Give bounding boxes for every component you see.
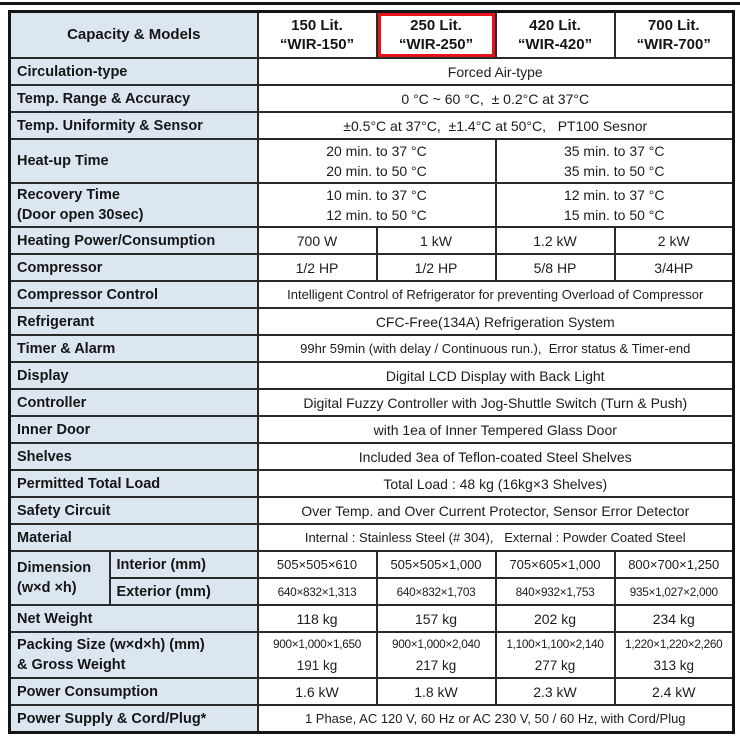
value-line: Internal : Stainless Steel (# 304), External : Powder Coated Steel: [304, 529, 686, 545]
row-label: [10, 443, 258, 470]
spec-value-cell: [496, 183, 734, 227]
table-row: [10, 443, 734, 470]
row-label-line: Recovery Time: [17, 187, 120, 203]
spec-value-cell: [496, 254, 615, 281]
row-label: [10, 416, 258, 443]
header-row: [10, 12, 734, 59]
row-label-line: (Door open 30sec): [17, 207, 144, 223]
spec-value-cell: [258, 308, 734, 335]
spec-value-cell: [615, 678, 734, 705]
spec-value-cell: [496, 678, 615, 705]
model-name: “WIR-420”: [517, 36, 593, 53]
row-label: [10, 335, 258, 362]
sub-label-line: Exterior (mm): [116, 583, 211, 600]
value-line: 20 min. to 37 °C: [326, 143, 427, 159]
spec-value-cell: [258, 524, 734, 551]
value-line: ±0.5°C at 37°C, ±1.4°C at 50°C, PT100 Sesnor: [343, 117, 648, 134]
table-row: [10, 632, 734, 678]
table-row: [10, 362, 734, 389]
row-label-line: Power Supply & Cord/Plug*: [17, 710, 207, 727]
spec-value-cell: [615, 632, 734, 678]
row-label-line: Packing Size (w×d×h) (mm): [17, 637, 205, 653]
table-row: [10, 389, 734, 416]
value-line: 705×605×1,000: [509, 556, 601, 572]
model-name: “WIR-700”: [636, 36, 711, 53]
row-label-line: Power Consumption: [17, 683, 158, 700]
value-line: 2 kW: [657, 232, 690, 249]
row-label-line: & Gross Weight: [17, 657, 126, 673]
spec-value-cell: [258, 416, 734, 443]
value-line: 20 min. to 50 °C: [326, 163, 427, 179]
row-label-line: Compressor: [17, 259, 103, 276]
row-label: [10, 183, 258, 227]
row-label-line: Net Weight: [17, 610, 93, 627]
row-label: [10, 524, 258, 551]
spec-value-cell: [258, 281, 734, 308]
row-label: [10, 497, 258, 524]
value-line: 5/8 HP: [533, 259, 577, 276]
spec-value-cell: [496, 632, 615, 678]
spec-value-cell: [496, 605, 615, 632]
value-line: Digital LCD Display with Back Light: [385, 367, 605, 384]
row-label-line: Temp. Uniformity & Sensor: [17, 117, 203, 134]
spec-value-cell: [377, 632, 496, 678]
value-line: 505×505×1,000: [390, 556, 482, 572]
spec-value-cell: [258, 470, 734, 497]
spec-sheet-page: [0, 2, 740, 748]
spec-value-cell: [615, 227, 734, 254]
table-row: [10, 416, 734, 443]
value-line: Digital Fuzzy Controller with Jog-Shuttle Switch (Turn & Push): [303, 394, 688, 411]
row-label: [10, 389, 258, 416]
model-column-header: [615, 12, 734, 59]
capacity-models-header: [10, 12, 258, 59]
spec-value-cell: [258, 335, 734, 362]
value-line: 12 min. to 37 °C: [563, 187, 665, 203]
value-line: 1,100×1,100×2,140: [506, 637, 604, 651]
row-label: [10, 362, 258, 389]
model-capacity: 700 Lit.: [647, 17, 700, 34]
spec-value-cell: [377, 578, 496, 605]
spec-value-cell: [377, 605, 496, 632]
sub-label-line: Interior (mm): [116, 556, 206, 573]
value-line: Intelligent Control of Refrigerator for preventing Overload of Compressor: [287, 286, 704, 302]
table-row: [10, 139, 734, 183]
row-label: [10, 254, 258, 281]
value-line: with 1ea of Inner Tempered Glass Door: [373, 421, 617, 438]
model-capacity: 420 Lit.: [529, 17, 581, 34]
spec-value-cell: [615, 578, 734, 605]
row-label: [10, 470, 258, 497]
value-line: 15 min. to 50 °C: [563, 207, 665, 223]
value-line: 99hr 59min (with delay / Continuous run.), Error status & Timer-end: [300, 340, 691, 356]
spec-value-cell: [258, 139, 496, 183]
model-capacity: 250 Lit.: [410, 17, 462, 34]
row-label-line: Display: [17, 367, 69, 384]
value-line: Total Load : 48 kg (16kg×3 Shelves): [383, 475, 608, 492]
model-capacity: 150 Lit.: [291, 17, 343, 34]
value-line: 234 kg: [652, 610, 695, 627]
row-label: [10, 551, 110, 605]
table-row: [10, 497, 734, 524]
table-row: [10, 578, 734, 605]
value-line: 840×932×1,753: [515, 584, 595, 599]
value-line: Over Temp. and Over Current Protector, Sensor Error Detector: [301, 502, 690, 519]
spec-value-cell: [258, 362, 734, 389]
row-label-line: Temp. Range & Accuracy: [17, 90, 191, 107]
value-line: 935×1,027×2,000: [629, 584, 718, 599]
table-row: [10, 308, 734, 335]
value-line: 2.4 kW: [651, 683, 696, 700]
row-label-line: Controller: [17, 394, 87, 411]
model-name: “WIR-150”: [279, 36, 355, 53]
table-row: [10, 524, 734, 551]
value-line: 157 kg: [414, 610, 458, 627]
top-divider: [0, 2, 740, 5]
value-line: 10 min. to 37 °C: [326, 187, 427, 203]
spec-value-cell: [258, 227, 377, 254]
value-line: 640×832×1,313: [277, 584, 357, 599]
table-row: [10, 705, 734, 733]
spec-value-cell: [496, 578, 615, 605]
row-label: [10, 678, 258, 705]
spec-value-cell: [258, 705, 734, 733]
value-line: 118 kg: [296, 610, 338, 627]
row-label-line: Permitted Total Load: [17, 475, 161, 492]
row-label-line: Heat-up Time: [17, 153, 109, 169]
sub-row-label: [110, 551, 258, 578]
spec-value-cell: [496, 227, 615, 254]
spec-value-cell: [258, 678, 377, 705]
row-label-line: Timer & Alarm: [17, 340, 116, 357]
spec-value-cell: [258, 389, 734, 416]
row-label-line: Dimension: [17, 560, 92, 576]
spec-value-cell: [377, 678, 496, 705]
table-row: [10, 58, 734, 85]
row-label: [10, 139, 258, 183]
row-label-line: Circulation-type: [17, 63, 128, 80]
specification-table: [8, 10, 735, 734]
value-line: 1 kW: [420, 232, 452, 249]
value-line: 800×700×1,250: [628, 556, 720, 572]
value-line: 0 °C ~ 60 °C, ± 0.2°C at 37°C: [401, 90, 590, 107]
row-label-line: (w×d ×h): [17, 580, 77, 596]
spec-value-cell: [258, 497, 734, 524]
row-label: [10, 705, 258, 733]
table-row: [10, 85, 734, 112]
row-label-line: Shelves: [17, 448, 72, 465]
value-line: 1,220×1,220×2,260: [625, 637, 723, 651]
row-label-line: Refrigerant: [17, 313, 95, 330]
value-line: 191 kg: [296, 658, 338, 673]
table-row: [10, 551, 734, 578]
spec-value-cell: [377, 227, 496, 254]
spec-value-cell: [258, 183, 496, 227]
value-line: 640×832×1,703: [396, 584, 476, 599]
spec-value-cell: [377, 551, 496, 578]
row-label-line: Inner Door: [17, 421, 91, 438]
value-line: Included 3ea of Teflon-coated Steel Shelves: [358, 448, 632, 465]
sub-row-label: [110, 578, 258, 605]
value-line: 12 min. to 50 °C: [326, 207, 427, 223]
spec-value-cell: [615, 254, 734, 281]
value-line: 2.3 kW: [533, 683, 577, 700]
row-label-line: Compressor Control: [17, 286, 158, 303]
value-line: 277 kg: [534, 658, 576, 673]
header-title: Capacity & Models: [67, 26, 201, 43]
row-label-line: Material: [17, 529, 72, 546]
value-line: 1.2 kW: [533, 232, 577, 249]
row-label-line: Heating Power/Consumption: [17, 232, 216, 249]
row-label: [10, 58, 258, 85]
value-line: 900×1,000×2,040: [391, 637, 480, 651]
value-line: 35 min. to 37 °C: [563, 143, 665, 159]
value-line: 3/4HP: [654, 259, 694, 276]
spec-value-cell: [258, 85, 734, 112]
spec-value-cell: [258, 254, 377, 281]
spec-value-cell: [258, 58, 734, 85]
spec-value-cell: [496, 139, 734, 183]
value-line: 217 kg: [415, 658, 457, 673]
row-label: [10, 112, 258, 139]
value-line: 1 Phase, AC 120 V, 60 Hz or AC 230 V, 50 / 60 Hz, with Cord/Plug: [304, 710, 686, 726]
model-column-header: [496, 12, 615, 59]
value-line: 1.8 kW: [414, 683, 458, 700]
row-label-line: Safety Circuit: [17, 502, 111, 519]
spec-value-cell: [258, 443, 734, 470]
value-line: 313 kg: [653, 658, 695, 673]
highlighted-model-column-header: [377, 12, 496, 59]
row-label: [10, 605, 258, 632]
spec-value-cell: [258, 112, 734, 139]
table-row: [10, 678, 734, 705]
spec-value-cell: [496, 551, 615, 578]
spec-value-cell: [377, 254, 496, 281]
row-label: [10, 227, 258, 254]
row-label: [10, 281, 258, 308]
value-line: Forced Air-type: [447, 63, 543, 80]
spec-value-cell: [258, 605, 377, 632]
table-row: [10, 470, 734, 497]
value-line: 900×1,000×1,650: [272, 637, 361, 651]
value-line: CFC-Free(134A) Refrigeration System: [375, 313, 615, 330]
table-row: [10, 335, 734, 362]
table-row: [10, 254, 734, 281]
value-line: 505×505×610: [276, 556, 358, 572]
model-column-header: [258, 12, 377, 59]
spec-value-cell: [615, 551, 734, 578]
row-label: [10, 308, 258, 335]
spec-value-cell: [258, 551, 377, 578]
value-line: 1.6 kW: [295, 683, 339, 700]
table-row: [10, 605, 734, 632]
spec-value-cell: [258, 578, 377, 605]
table-row: [10, 112, 734, 139]
table-row: [10, 227, 734, 254]
table-row: [10, 281, 734, 308]
model-name: “WIR-250”: [398, 36, 474, 53]
spec-value-cell: [615, 605, 734, 632]
spec-value-cell: [258, 632, 377, 678]
value-line: 700 W: [296, 232, 338, 249]
row-label: [10, 632, 258, 678]
value-line: 35 min. to 50 °C: [563, 163, 665, 179]
value-line: 1/2 HP: [414, 259, 458, 276]
value-line: 1/2 HP: [295, 259, 339, 276]
row-label: [10, 85, 258, 112]
table-row: [10, 183, 734, 227]
value-line: 202 kg: [533, 610, 577, 627]
